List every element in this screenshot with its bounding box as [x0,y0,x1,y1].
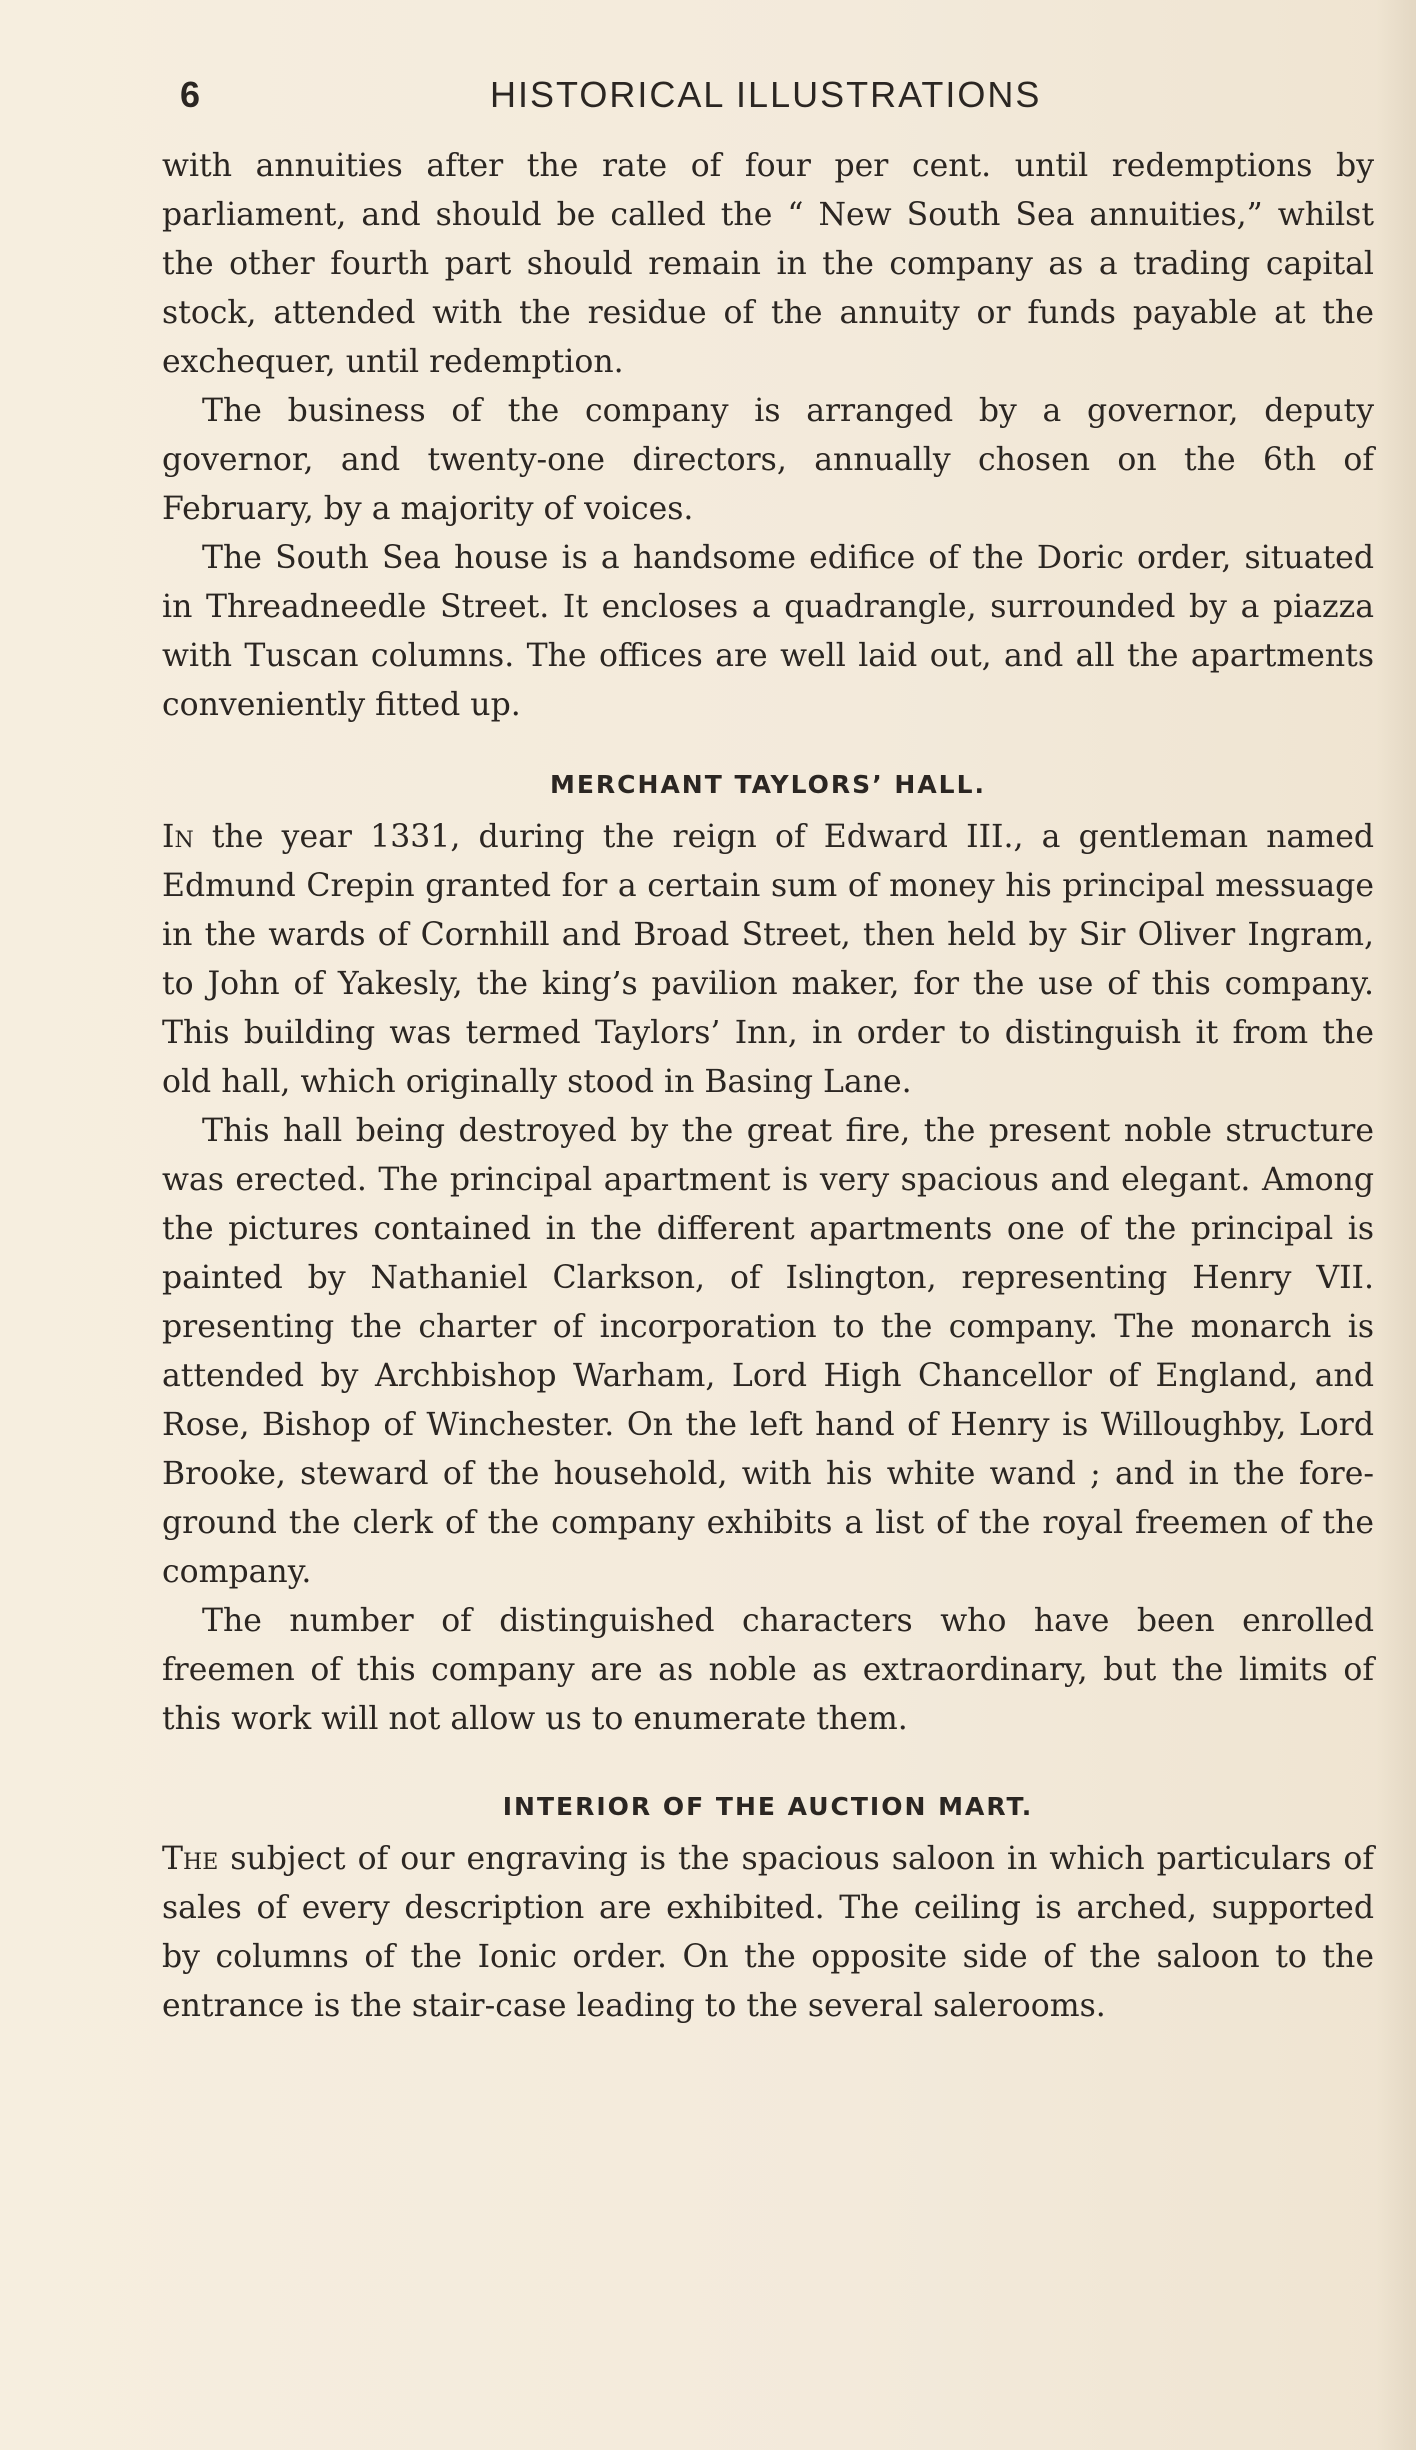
page-header [150,74,1380,124]
paragraph-text: subject of our engraving is the spacious saloon in which particulars of sales of every description are exhibited. The ceiling is arched, supported by columns of the Ionic order. On the opposite side of the saloon to the entrance is the stair-case leading to the several salerooms. [162,1841,1374,2024]
paragraph-text: the year 1331, during the reign of Edward III., a gentleman named Edmund Crepin granted for a certain sum of money his principal messuage in the wards of Cornhill and Broad Street, then held by Sir Oliver Ingram, to John of Yakesly, the king’s pavilion maker, for the use of this company. This building was termed Taylors’ Inn, in order to distinguish it from the old hall, which originally stood in Basing Lane. [162,819,1374,1100]
running-title: HISTORICAL ILLUSTRATIONS [490,74,1042,115]
lead-word: In [162,819,194,855]
paragraph: The number of distinguished characters who have been enrolled freemen of this company are as noble as extraordinary, but the limits of this work will not allow us to enumerate them. [162,1603,1374,1737]
paragraph: This hall being destroyed by the great fire, the present noble structure was erected. The principal apartment is very spacious and elegant. Among the pictures contained in the different apartments one of the principal is painted by Nathaniel Clarkson, of Islington, representing Henry VII. presenting the charter of incorporation to the company. The monarch is attended by Archbishop Warham, Lord High Chancellor of England, and Rose, Bishop of Winchester. On the left hand of Henry is Willoughby, Lord Brooke, steward of the household, with his white wand ; and in the fore-ground the clerk of the company exhibits a list of the royal freemen of the company. [162,1113,1374,1590]
page-body [162,142,1374,2031]
lead-word: The [162,1841,219,1877]
page-number: 6 [180,74,201,115]
paragraph: The business of the company is arranged by a governor, deputy governor, and twenty-one directors, annually chosen on the 6th of February, by a majority of voices. [162,393,1374,527]
paragraph: The South Sea house is a handsome edifice of the Doric order, situated in Threadneedle Street. It encloses a quadrangle, surrounded by a piazza with Tuscan columns. The offices are well laid out, and all the apartments conveniently fitted up. [162,540,1374,723]
section-heading: INTERIOR OF THE AUCTION MART. [502,1792,1034,1821]
section-heading: MERCHANT TAYLORS’ HALL. [549,770,987,799]
paragraph [162,813,1374,1107]
page-edge-shadow [1376,0,1416,2450]
paragraph: with annuities after the rate of four per cent. until redemptions by parliament, and should be called the “ New South Sea annuities,” whilst the other fourth part should remain in the company as a trading capital stock, attended with the residue of the annuity or funds payable at the exchequer, until redemption. [162,148,1374,380]
paragraph [162,1835,1374,2031]
